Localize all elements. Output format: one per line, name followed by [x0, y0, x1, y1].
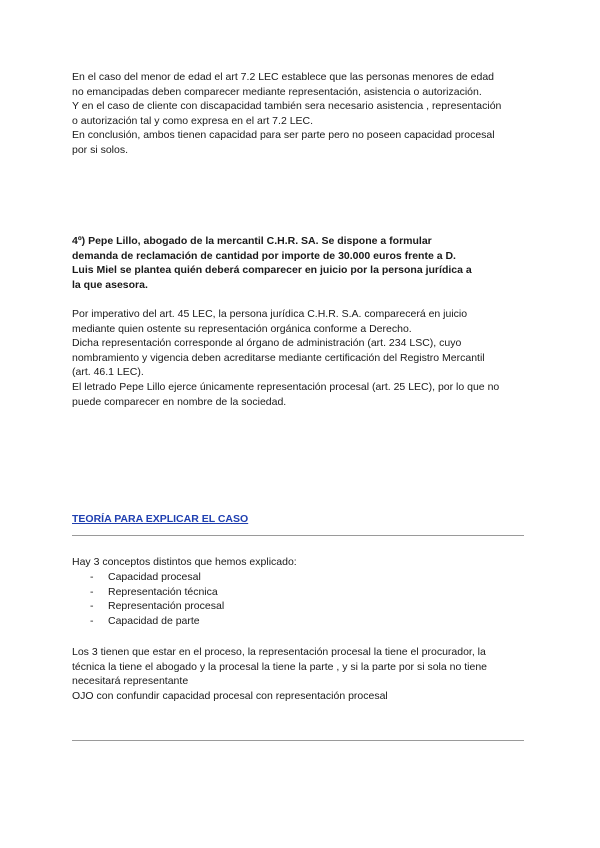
list-item: [90, 585, 224, 600]
dash-bullet: -: [90, 571, 94, 583]
question-line: la que asesora.: [72, 278, 148, 291]
intro-line: En el caso del menor de edad el art 7.2 LEC establece que las personas menores de edad: [72, 71, 495, 83]
list-item: [90, 570, 224, 585]
question-4: [72, 234, 532, 292]
list-item-label: Representación técnica: [108, 585, 218, 598]
list-item-label: Representación procesal: [108, 600, 225, 613]
answer-line: (art. 46.1 LEC).: [72, 366, 144, 379]
theory-intro-line: Hay 3 conceptos distintos que hemos explicado:: [72, 556, 297, 568]
concept-list: [90, 570, 224, 628]
list-item: [90, 614, 224, 629]
list-item: [90, 599, 224, 614]
dash-bullet: -: [90, 600, 94, 613]
answer-line: Dicha representación corresponde al órgano de administración (art. 234 LSC), cuyo: [72, 337, 462, 350]
divider: [72, 740, 524, 741]
list-item-label: Capacidad procesal: [108, 571, 201, 583]
divider: [72, 535, 524, 536]
intro-line: En conclusión, ambos tienen capacidad para ser parte pero no poseen capacidad procesal: [72, 129, 495, 142]
closing-line: técnica la tiene el abogado y la procesal la tiene la parte , y si la parte por si sola no tiene: [72, 660, 488, 673]
question-line: Luis Miel se plantea quién deberá comparecer en juicio por la persona jurídica a: [72, 264, 472, 277]
theory-intro: [72, 555, 532, 570]
list-item-label: Capacidad de parte: [108, 614, 200, 627]
answer-line: mediante quien ostente su representación orgánica conforme a Derecho.: [72, 322, 412, 335]
intro-line: por si solos.: [72, 143, 129, 156]
closing-line: Los 3 tienen que estar en el proceso, la representación procesal la tiene el procurador, la: [72, 646, 486, 658]
intro-line: o autorización tal y como expresa en el art 7.2 LEC.: [72, 114, 314, 127]
dash-bullet: -: [90, 585, 94, 598]
theory-heading-link[interactable]: TEORÍA PARA EXPLICAR EL CASO: [72, 513, 249, 525]
intro-line: no emancipadas deben comparecer mediante representación, asistencia o autorización.: [72, 85, 482, 98]
question-line: 4º) Pepe Lillo, abogado de la mercantil C.H.R. SA. Se dispone a formular: [72, 235, 432, 247]
closing-line: OJO con confundir capacidad procesal con representación procesal: [72, 689, 388, 702]
question-line: demanda de reclamación de cantidad por importe de 30.000 euros frente a D.: [72, 249, 456, 262]
theory-closing: [72, 645, 532, 703]
answer-4: [72, 307, 532, 409]
intro-paragraph: [72, 70, 532, 158]
answer-line: El letrado Pepe Lillo ejerce únicamente representación procesal (art. 25 LEC), por lo que no: [72, 380, 500, 393]
answer-line: nombramiento y vigencia deben acreditarse mediante certificación del Registro Mercantil: [72, 351, 485, 364]
intro-line: Y en el caso de cliente con discapacidad también sera necesario asistencia , representación: [72, 100, 502, 113]
answer-line: Por imperativo del art. 45 LEC, la persona jurídica C.H.R. S.A. comparecerá en juicio: [72, 308, 468, 320]
answer-line: puede comparecer en nombre de la sociedad.: [72, 395, 287, 408]
dash-bullet: -: [90, 614, 94, 627]
closing-line: necesitará representante: [72, 675, 189, 688]
